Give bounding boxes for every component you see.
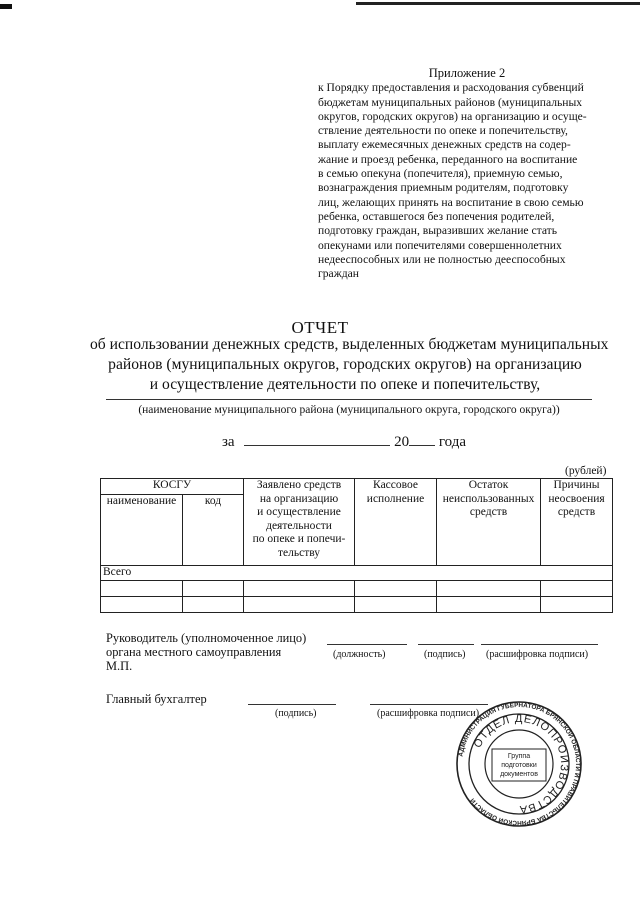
chief-accountant-label: Главный бухгалтер [106,692,207,706]
head-signature-field[interactable] [418,644,474,645]
cash-header: Кассовое исполнение [355,479,437,566]
reasons-header: Причины неосвоения средств [541,479,613,566]
head-decoding-field[interactable] [481,644,598,645]
corner-mark [0,4,12,9]
table-cell[interactable] [541,597,613,613]
head-signature-label [106,631,306,673]
table-row [101,597,613,613]
position-caption: (должность) [333,649,386,660]
table-cell[interactable] [101,597,183,613]
declared-line: на организацию [259,492,339,505]
report-subtitle-line: районов (муниципальных округов, городских округов) на организацию [108,356,582,373]
appendix-title: Приложение 2 [428,66,506,80]
appendix-line: бюджетам муниципальных районов (муниципальных [318,95,583,109]
period-prefix: за [222,434,235,450]
report-table [100,478,613,613]
appendix-line: выплату ежемесячных денежных средств на содер- [318,138,571,152]
accountant-decoding-caption: (расшифровка подписи) [377,708,480,719]
table-cell[interactable] [355,581,437,597]
appendix-block [318,66,608,281]
accountant-signature-caption: (подпись) [275,708,317,719]
stamp-place-label: М.П. [106,659,133,673]
appendix-line: граждан [318,267,359,281]
appendix-line: к Порядку предоставления и расходования субвенций [318,81,584,95]
appendix-line: жание и проезд ребенка, переданного на воспитание [318,152,578,166]
year-field[interactable] [409,433,435,446]
table-row [101,581,613,597]
kosgu-code-header: код [183,495,244,566]
svg-text:ОТДЕЛ ДЕЛОПРОИЗВОДСТВА: ОТДЕЛ ДЕЛОПРОИЗВОДСТВА [471,712,571,816]
appendix-line: опекунами или попечителями совершеннолетних [318,238,562,252]
position-field[interactable] [327,644,407,645]
period-year: 20 [394,434,410,450]
appendix-line: недееспособных или не полностью дееспособных [318,252,566,266]
appendix-line: лиц, желающих принять на воспитание в свою семью [318,195,584,209]
svg-text:подготовки: подготовки [501,762,537,769]
kosgu-name-header: наименование [101,495,183,566]
report-subtitle [90,335,609,395]
accountant-signature-field[interactable] [248,704,336,705]
head-label-line2: органа местного самоуправления [106,645,282,659]
table-cell[interactable] [437,597,541,613]
period-field[interactable] [244,433,390,446]
total-row-label: Всего [101,566,613,581]
appendix-line: ребенка, оставшегося без попечения родителей, [318,209,555,223]
report-period [222,433,466,451]
top-border-line [356,2,640,5]
svg-text:документов: документов [500,771,538,778]
units-label: (рублей) [565,465,607,477]
declared-line: и осуществление [257,506,341,519]
appendix-line: в семью опекуна (попечителя), приемную семью, [318,167,563,181]
official-stamp [455,700,583,828]
appendix-line: ствление деятельности по опеке и попечительству, [318,124,568,138]
svg-text:Группа: Группа [507,753,531,760]
table-cell[interactable] [244,597,355,613]
head-label-line1: Руководитель (уполномоченное лицо) [106,631,307,645]
appendix-line: округов, городских округов) на организацию и осуще- [318,109,587,123]
appendix-line: подготовку граждан, выразивших желание стать [318,224,558,238]
table-cell[interactable] [541,581,613,597]
municipality-name-field[interactable] [106,399,592,400]
report-title: ОТЧЕТ [291,318,349,337]
table-cell[interactable] [183,597,244,613]
appendix-line: вознаграждения приемным родителям, подготовку [318,181,569,195]
table-cell[interactable] [437,581,541,597]
period-suffix: года [438,434,466,450]
table-cell[interactable] [101,581,183,597]
report-subtitle-line: и осуществление деятельности по опеке и попечительству, [149,376,541,393]
table-cell[interactable] [183,581,244,597]
kosgu-header: КОСГУ [101,479,244,495]
svg-text:АДМИНИСТРАЦИЯ ГУБЕРНАТОРА БРЯН: АДМИНИСТРАЦИЯ ГУБЕРНАТОРА БРЯНСКОЙ ОБЛАСТИ И ПРАВИТЕЛЬСТВА БРЯНСКОЙ ОБЛАСТИ [457,701,582,827]
declared-line: Заявлено средств [256,479,342,491]
declared-header [244,479,355,566]
report-subtitle-line: об использовании денежных средств, выделенных бюджетам муниципальных [90,336,609,353]
signature-caption: (подпись) [424,649,466,660]
table-cell[interactable] [355,597,437,613]
municipality-name-caption: (наименование муниципального района (муниципального округа, городского округа)) [138,404,560,416]
decoding-caption: (расшифровка подписи) [486,649,589,660]
declared-line: тельству [278,546,321,559]
remainder-header: Остаток неиспользованных средств [437,479,541,566]
declared-line: деятельности [266,519,332,532]
declared-line: по опеке и попечи- [252,533,346,546]
table-cell[interactable] [244,581,355,597]
